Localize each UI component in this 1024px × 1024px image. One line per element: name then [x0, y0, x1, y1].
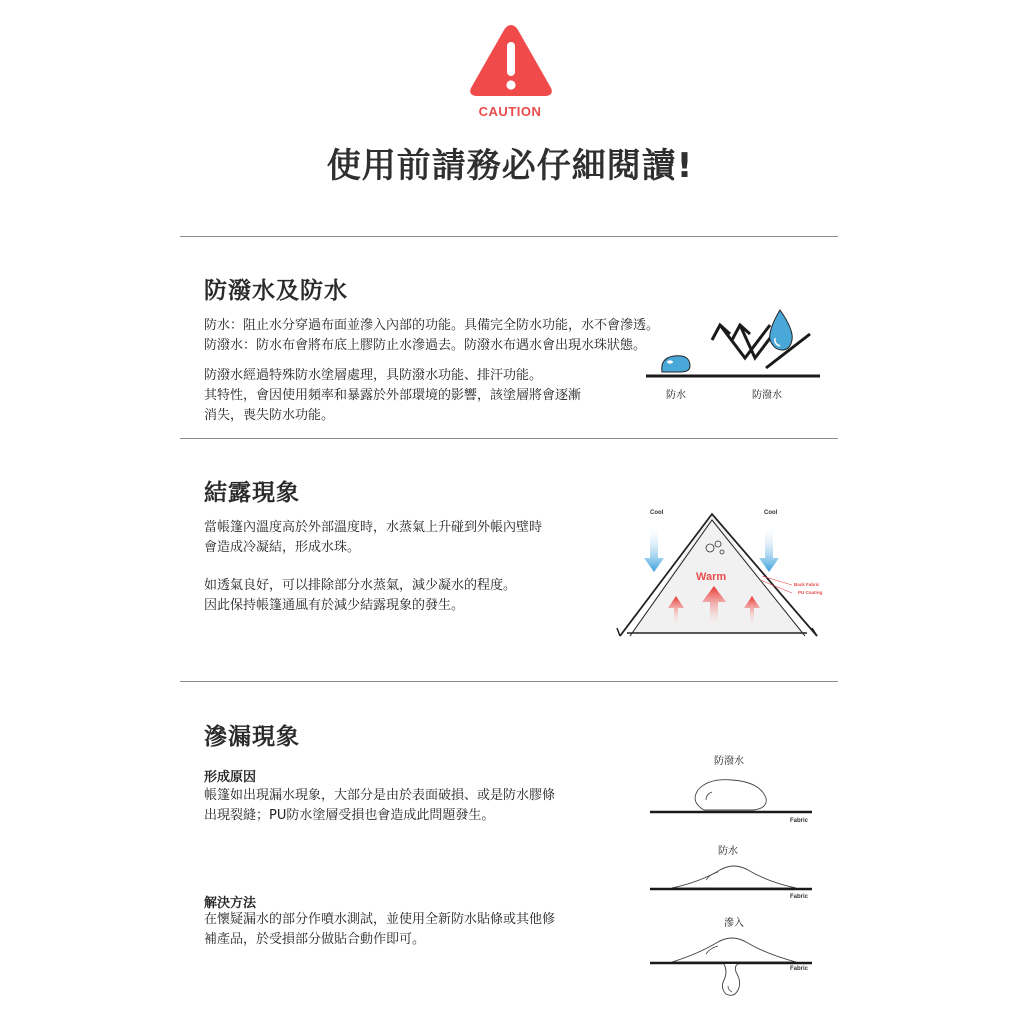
section-title-condensation: 結露現象 — [204, 480, 300, 506]
leakage-cause-text: 帳篷如出現漏水現象，大部分是由於表面破損、或是防水膠條 出現裂縫；PU防水塗層受損也會造成此問題發生。 — [204, 788, 556, 823]
condensation-prevention-text: 如透氣良好，可以排除部分水蒸氣，減少凝水的程度。 因此保持帳篷通風有於減少結露現象的發生。 — [204, 578, 517, 613]
cause-subtitle: 形成原因 — [204, 770, 257, 785]
cool-label-right: Cool — [764, 510, 778, 516]
leak-diagram-label-waterproof: 防水 — [718, 846, 738, 857]
water-repellent-coating-text: 防潑水經過特殊防水塗層處理，具防潑水功能、排汗功能。 其特性，會因使用頻率和暴露於外部環境的影響，該塗層將會逐漸 消失，喪失防水功能。 — [204, 368, 582, 423]
condensation-tent-diagram — [612, 506, 842, 646]
caution-label: CAUTION — [478, 104, 542, 119]
fabric-label: Fabric — [790, 818, 809, 824]
cool-label-left: Cool — [650, 510, 664, 516]
divider — [180, 236, 838, 237]
diagram-label-water-repellent: 防潑水 — [752, 390, 782, 401]
back-fabric-label: Back Fabric — [794, 582, 820, 587]
fabric-label: Fabric — [790, 966, 809, 972]
leak-diagram-label-seepage: 滲入 — [724, 918, 744, 929]
leakage-solution-text: 在懷疑漏水的部分作噴水測試，並使用全新防水貼條或其他修 補產品，於受損部分做貼合動作即可。 — [204, 912, 556, 947]
condensation-cause-text: 當帳篷內溫度高於外部溫度時，水蒸氣上升碰到外帳內壁時 會造成冷凝結，形成水珠。 — [204, 520, 543, 555]
solution-subtitle: 解決方法 — [204, 896, 257, 911]
water-flat-diagram — [650, 852, 815, 897]
section-title-waterproof: 防潑水及防水 — [204, 278, 348, 304]
caution-warning-icon — [468, 22, 554, 100]
leak-diagram-label-repellent: 防潑水 — [714, 756, 744, 767]
pu-coating-label: PU Coating — [798, 590, 823, 595]
waterproof-definition-text: 防水：阻止水分穿過布面並滲入內部的功能。具備完全防水功能，水不會滲透。 防潑水：防水布會將布底上膠防止水滲過去。防潑水布遇水會出現水珠狀態。 — [204, 318, 660, 353]
water-seepage-diagram — [650, 926, 815, 1001]
divider — [180, 438, 838, 439]
page-title: 使用前請務必仔細閱讀! — [326, 146, 694, 186]
fabric-label: Fabric — [790, 894, 809, 900]
warm-label: Warm — [696, 571, 727, 583]
divider — [180, 681, 838, 682]
waterproof-comparison-diagram — [640, 300, 830, 390]
diagram-label-waterproof: 防水 — [666, 390, 686, 401]
section-title-leakage: 滲漏現象 — [204, 724, 300, 750]
water-bead-diagram — [650, 764, 815, 824]
